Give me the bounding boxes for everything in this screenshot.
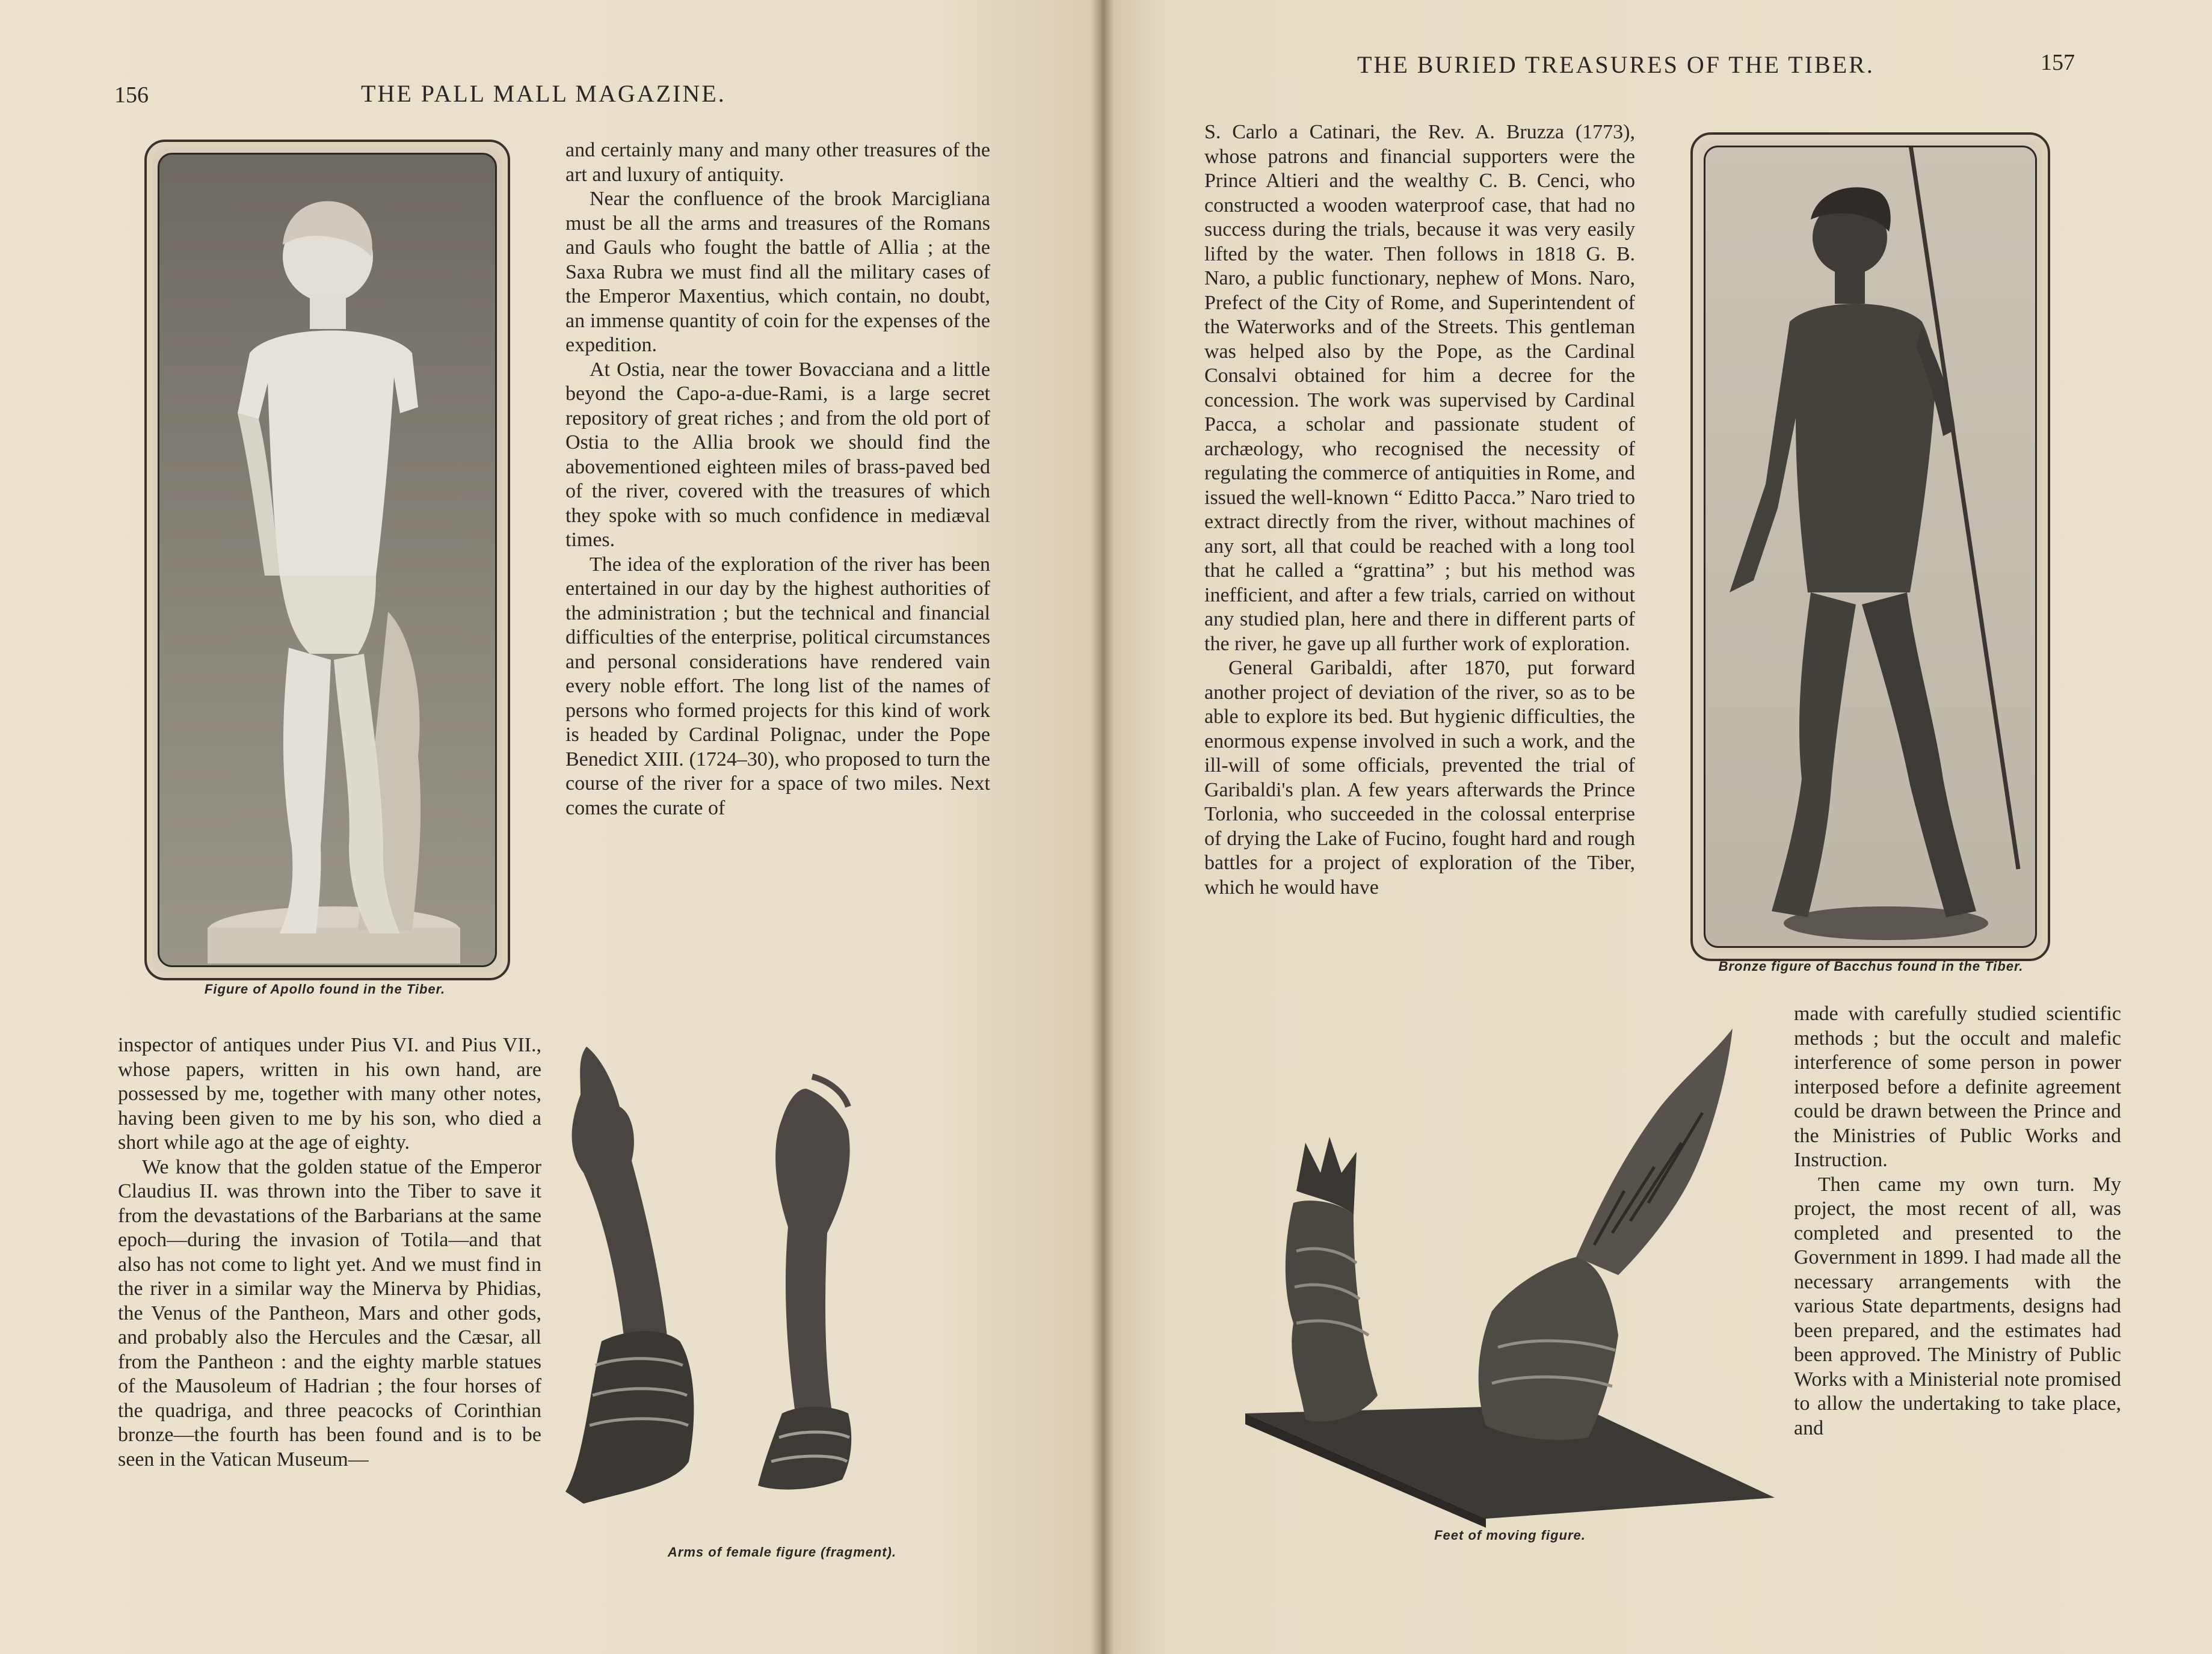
paragraph: The idea of the exploration of the river has been entertained in our day by the highest authorities of the administration ; but the technical and financial difficulties of the enterprise, political circumstances and personal considerations have rendered vain every noble effort. The long list of the names of persons who formed projects for this kind of work is headed by Cardinal Polignac, under the Pope Benedict XIII. (1724–30), who proposed to turn the course of the river for a space of two miles. Next comes the curate of	[565, 553, 990, 819]
running-head-left: THE PALL MALL MAGAZINE.	[361, 80, 726, 107]
paragraph: We know that the golden statue of the Emperor Claudius II. was thrown into the Tiber to save it from the devastations of the Barbarians at the same epoch—during the invasion of Totila—and that also has not come to light yet. And we must find in the river in a similar way the Minerva by Phidias, the Venus of the Pantheon, Mars and other gods, and probably also the Hercules and the Cæsar, all from the Pantheon : and the eighty marble statues of the Mausoleum of Hadrian ; the four horses of the quadriga, and three peacocks of Corinthian bronze—the fourth has been found and is to be seen in the Vatican Museum—	[118, 1155, 541, 1471]
bacchus-bronze-illustration	[1705, 147, 2035, 946]
caption-feet: Feet of moving figure.	[1434, 1528, 1586, 1543]
caption-bacchus: Bronze figure of Bacchus found in the Tiber.	[1718, 959, 2024, 974]
left-page-column-left	[118, 1033, 541, 1472]
paragraph: and certainly many and many other treasures of the art and luxury of antiquity.	[565, 139, 990, 186]
right-page-column-right	[1794, 1002, 2121, 1440]
paragraph: S. Carlo a Catinari, the Rev. A. Bruzza (1773), whose patrons and financial supporters were the Prince Altieri and the wealthy C. B. Cenci, who constructed a wooden waterproof case, that had no success during the trials, because it was very easily lifted by the water. Then follows in 1818 G. B. Naro, a public functionary, nephew of Mons. Naro, Prefect of the City of Rome, and Superintendent of the Waterworks and of the Streets. This gentleman was helped also by the Pope, as the Cardinal Consalvi obtained for him a decree for the concession. The work was supervised by Cardinal Pacca, a scholar and passionate student of archæology, who recognised the necessity of regulating the commerce of antiquities in Rome, and issued the well-known “ Editto Pacca.” Naro tried to extract directly from the river, without machines of any sort, all that could be reached with a long tool that he called a “grattina” ; but his method was inefficient, and after a few trials, carried on without any studied plan, here and there in different parts of the river, he gave up all further work of exploration.	[1204, 121, 1635, 655]
paragraph: At Ostia, near the tower Bovacciana and a little beyond the Capo-a-due-Rami, is a large secret repository of great riches ; and from the old port of Ostia to the Allia brook we should find the abovementioned eighteen miles of brass-paved bed of the river, covered with the treasures of which they spoke with so much confidence in mediæval times.	[565, 358, 990, 551]
paragraph: inspector of antiques under Pius VI. and Pius VII., whose papers, written in his own hand, are possessed by me, together with many other notes, having been given to me by his son, who died a short while ago at the age of eighty.	[118, 1034, 541, 1154]
arms-fragment-illustration	[559, 1028, 969, 1546]
feet-of-moving-figure-illustration	[1239, 1022, 1781, 1528]
paragraph: General Garibaldi, after 1870, put forward another project of deviation of the river, so as to be able to explore its bed. But hygienic difficulties, the enormous expense involved in such a work, and the ill-will of some officials, prevented the trial of Garibaldi's plan. A few years afterwards the Prince Torlonia, who succeeded in the colossal enterprise of drying the Lake of Fucino, fought hard and rough battles for a project of exploration of the Tiber, which he would have	[1204, 657, 1635, 899]
page-number-right: 157	[2041, 50, 2075, 75]
left-page-column-right	[565, 138, 990, 820]
book-gutter	[1090, 0, 1114, 1654]
caption-apollo: Figure of Apollo found in the Tiber.	[204, 982, 446, 997]
paragraph: Then came my own turn. My project, the most recent of all, was completed and presented to the Government in 1899. I had made all the necessary arrangements with the various State departments, designs had been prepared, and the estimates had been approved. The Ministry of Public Works with a Ministerial note promised to allow the undertaking to take place, and	[1794, 1173, 2121, 1439]
page-number-left: 156	[114, 82, 149, 108]
right-page-column-left	[1204, 120, 1635, 900]
paragraph: Near the confluence of the brook Marcigliana must be all the arms and treasures of the Romans and Gauls who fought the battle of Allia ; at the Saxa Rubra we must find all the military cases of the Emperor Maxentius, which contain, no doubt, an immense quantity of coin for the expenses of the expedition.	[565, 188, 990, 356]
bacchus-figure-frame	[1690, 132, 2050, 961]
running-head-right: THE BURIED TREASURES OF THE TIBER.	[1357, 51, 1875, 78]
paragraph: made with carefully studied scientific methods ; but the occult and malefic interference of some person in power interposed before a definite agreement could be drawn between the Prince and the Ministries of Public Works and Instruction.	[1794, 1003, 2121, 1171]
caption-arms: Arms of female figure (fragment).	[667, 1545, 897, 1560]
apollo-statue-illustration	[159, 155, 495, 965]
apollo-figure-frame	[144, 140, 510, 980]
